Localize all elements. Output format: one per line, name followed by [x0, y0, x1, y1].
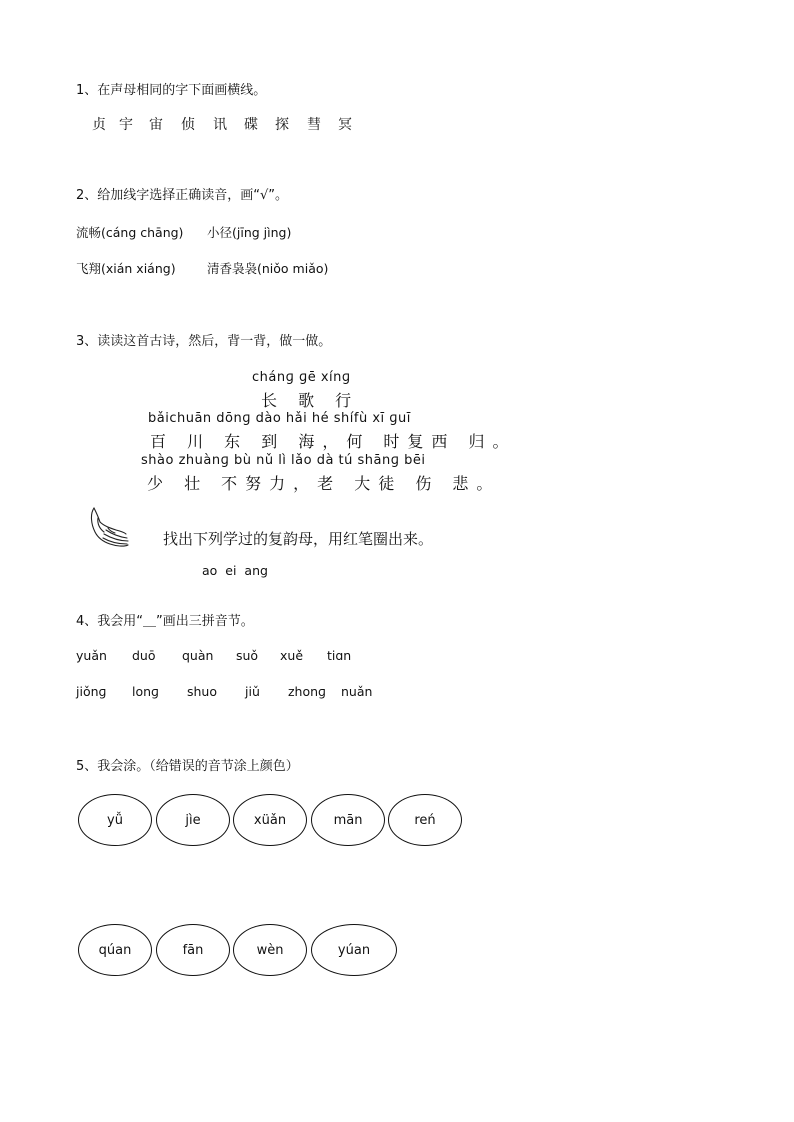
q1-title: 1、在声母相同的字下面画横线。 — [76, 83, 267, 98]
char-item: 碟 — [244, 117, 258, 133]
hand-icon — [86, 504, 132, 552]
syllable-oval[interactable]: mān — [311, 794, 385, 846]
q2-item-1a: 流畅(cáng chāng) — [76, 225, 184, 240]
char-item: 宙 — [149, 117, 163, 133]
syllable-oval[interactable]: xüǎn — [233, 794, 307, 846]
syllable-item: jiǔ — [245, 684, 260, 699]
char-item: 侦 — [181, 117, 195, 133]
syllable-oval[interactable]: qúan — [78, 924, 152, 976]
char-item: 宇 — [119, 117, 133, 133]
syllable-oval[interactable]: wèn — [233, 924, 307, 976]
syllable-oval[interactable]: yǚ — [78, 794, 152, 846]
syllable-item: duō — [132, 648, 156, 663]
q3-finals: ao ei ang — [202, 563, 268, 578]
q2-item-2b: 清香袅袅(niǒo miǎo) — [207, 261, 329, 276]
poem-title: 长 歌 行 — [261, 391, 360, 410]
syllable-item: lonɡ — [132, 684, 159, 699]
syllable-item: quàn — [182, 648, 214, 663]
syllable-oval[interactable]: reń — [388, 794, 462, 846]
syllable-oval[interactable]: jìe — [156, 794, 230, 846]
char-item: 探 — [275, 117, 289, 133]
syllable-item: nuǎn — [341, 684, 373, 699]
q2-title: 2、给加线字选择正确读音，画“√”。 — [76, 188, 289, 203]
q3-task: 找出下列学过的复韵母，用红笔圈出来。 — [163, 530, 434, 548]
syllable-oval[interactable]: fān — [156, 924, 230, 976]
syllable-item: zhonɡ — [288, 684, 326, 699]
q2-item-2a: 飞翔(xián xiáng) — [76, 261, 176, 276]
char-item: 彗 — [307, 117, 321, 133]
q5-title: 5、我会涂。（给错误的音节涂上颜色） — [76, 759, 299, 774]
poem-title-pinyin: chánɡ ɡē xínɡ — [252, 370, 351, 385]
q2-item-1b: 小径(jīng jìng) — [207, 225, 292, 240]
poem-line1-pinyin: bǎichuān dōnɡ dào hǎi hé shífù xī ɡuī — [148, 411, 411, 426]
poem-line2: 少 壮 不努力，老 大徒 伤 悲。 — [147, 474, 501, 493]
syllable-item: shuo — [187, 684, 218, 699]
syllable-item: yuǎn — [76, 648, 107, 663]
syllable-item: jiǒnɡ — [76, 684, 107, 699]
char-item: 讯 — [213, 117, 227, 133]
syllable-oval[interactable]: yúan — [311, 924, 397, 976]
syllable-item: xuě — [280, 648, 304, 663]
char-item: 贞 — [92, 117, 106, 133]
syllable-item: tiɑn — [327, 648, 352, 663]
q3-title: 3、读读这首古诗，然后，背一背，做一做。 — [76, 334, 332, 349]
q4-title: 4、我会用“＿”画出三拼音节。 — [76, 614, 254, 629]
poem-line2-pinyin: shào zhuànɡ bù nǔ lì lǎo dà tú shānɡ bēi — [141, 453, 426, 468]
poem-line1: 百 川 东 到 海，何 时复西 归。 — [150, 432, 517, 451]
char-item: 冥 — [338, 117, 352, 133]
syllable-item: suǒ — [236, 648, 259, 663]
